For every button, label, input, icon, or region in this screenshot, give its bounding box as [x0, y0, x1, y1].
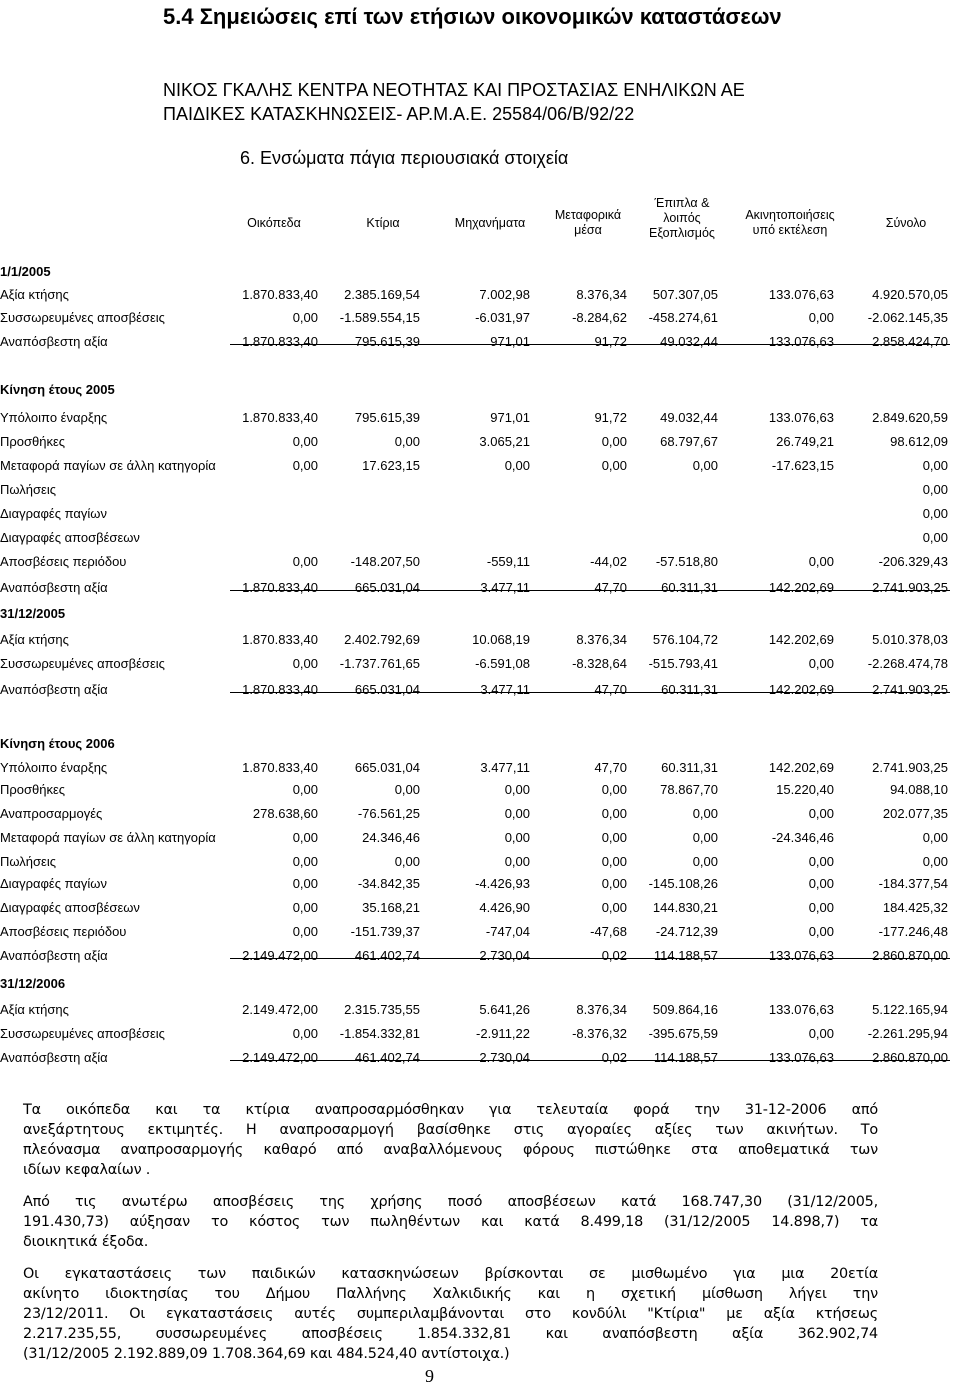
- table-cell: 68.797,67: [660, 434, 718, 449]
- table-cell: 0,00: [692, 458, 718, 473]
- table-cell: 0,00: [601, 876, 627, 891]
- table-cell: -145.108,26: [648, 876, 718, 891]
- table-cell: 26.749,21: [776, 434, 834, 449]
- table-row: [0, 264, 960, 284]
- table-row: [0, 876, 960, 896]
- table-cell: 0,00: [808, 876, 834, 891]
- table-cell: 278.638,60: [252, 806, 318, 821]
- table-cell: 0,00: [692, 830, 718, 845]
- table-cell: 795.615,39: [354, 410, 420, 425]
- table-cell: 114.188,57: [653, 1050, 718, 1065]
- table-cell: 509.864,16: [652, 1002, 718, 1017]
- table-cell: -458.274,61: [648, 310, 718, 325]
- company-header: [163, 78, 745, 126]
- table-cell: -1.854.332,81: [339, 1026, 420, 1041]
- table-cell: -177.246,48: [878, 924, 948, 939]
- table-cell: 2.730,04: [479, 1050, 530, 1065]
- table-cell: 2.315.735,55: [344, 1002, 420, 1017]
- column-header: Οικόπεδα: [247, 216, 301, 230]
- row-label: Συσσωρευμένες αποσβέσεις: [0, 1026, 165, 1041]
- table-cell: 4.426,90: [479, 900, 530, 915]
- row-label: Διαγραφές αποσβέσεων: [0, 900, 140, 915]
- table-row: [0, 310, 960, 330]
- table-cell: 0,00: [292, 458, 318, 473]
- table-cell: 1.870.833,40: [242, 287, 318, 302]
- row-label: Συσσωρευμένες αποσβέσεις: [0, 310, 165, 325]
- row-label: Μεταφορά παγίων σε άλλη κατηγορία: [0, 830, 216, 845]
- table-cell: 1.870.833,40: [242, 682, 318, 697]
- column-header: Σύνολο: [885, 216, 927, 230]
- table-row: [0, 806, 960, 826]
- note-title: 6. Ενσώματα πάγια περιουσιακά στοιχεία: [240, 148, 569, 168]
- row-label: Αναπροσαρμογές: [0, 806, 103, 821]
- table-cell: 8.376,34: [576, 287, 627, 302]
- table-cell: -6.591,08: [475, 656, 530, 671]
- table-cell: 0,02: [601, 948, 627, 963]
- total-rule: [230, 344, 950, 345]
- table-cell: 0,00: [292, 1026, 318, 1041]
- row-label: Αναπόσβεστη αξία: [0, 580, 108, 595]
- table-cell: 2.860.870,00: [872, 948, 948, 963]
- table-row: [0, 382, 960, 402]
- table-cell: 0,00: [601, 434, 627, 449]
- table-cell: 0,02: [601, 1050, 627, 1065]
- table-cell: 5.010.378,03: [872, 632, 948, 647]
- column-header: Ακινητοποιήσεις υπό εκτέλεση: [745, 208, 835, 237]
- table-row: [0, 554, 960, 574]
- table-cell: 2.402.792,69: [344, 632, 420, 647]
- table-cell: 0,00: [394, 434, 420, 449]
- table-cell: 795.615,39: [354, 334, 420, 349]
- table-cell: 0,00: [504, 782, 530, 797]
- table-cell: 0,00: [601, 854, 627, 869]
- table-cell: 0,00: [922, 854, 948, 869]
- table-cell: 4.920.570,05: [872, 287, 948, 302]
- table-cell: 0,00: [692, 806, 718, 821]
- table-cell: 0,00: [808, 854, 834, 869]
- table-cell: -4.426,93: [475, 876, 530, 891]
- table-cell: 0,00: [292, 310, 318, 325]
- row-label: Συσσωρευμένες αποσβέσεις: [0, 656, 165, 671]
- total-rule: [230, 692, 950, 693]
- row-label: Προσθήκες: [0, 434, 66, 449]
- table-cell: 8.376,34: [576, 632, 627, 647]
- table-cell: 0,00: [292, 854, 318, 869]
- table-cell: 461.402,74: [354, 1050, 420, 1065]
- table-cell: 133.076,63: [768, 948, 834, 963]
- table-cell: 0,00: [292, 554, 318, 569]
- table-cell: 2.149.472,00: [242, 1050, 318, 1065]
- table-cell: 5.641,26: [479, 1002, 530, 1017]
- table-cell: 47,70: [594, 682, 627, 697]
- table-cell: 35.168,21: [362, 900, 420, 915]
- table-cell: -8.284,62: [572, 310, 627, 325]
- table-cell: 0,00: [601, 900, 627, 915]
- table-row: [0, 736, 960, 756]
- table-cell: 47,70: [594, 580, 627, 595]
- row-label: Υπόλοιπο έναρξης: [0, 760, 108, 775]
- table-cell: 0,00: [504, 830, 530, 845]
- table-cell: 5.122.165,94: [872, 1002, 948, 1017]
- table-row: [0, 830, 960, 850]
- table-cell: 0,00: [504, 854, 530, 869]
- row-label: Διαγραφές αποσβέσεων: [0, 530, 140, 545]
- table-cell: 1.870.833,40: [242, 580, 318, 595]
- table-cell: 133.076,63: [768, 334, 834, 349]
- table-cell: -2.268.474,78: [867, 656, 948, 671]
- table-cell: 202.077,35: [882, 806, 948, 821]
- company-name: ΝΙΚΟΣ ΓΚΑΛΗΣ ΚΕΝΤΡΑ ΝΕΟΤΗΤΑΣ ΚΑΙ ΠΡΟΣΤΑΣΙΑΣ ΕΝΗΛΙΚΩΝ ΑΕ: [163, 80, 745, 100]
- table-cell: 0,00: [292, 434, 318, 449]
- table-cell: 971,01: [490, 410, 530, 425]
- table-cell: 0,00: [292, 656, 318, 671]
- table-cell: 3.065,21: [479, 434, 530, 449]
- table-cell: 142.202,69: [768, 632, 834, 647]
- table-row: [0, 1026, 960, 1046]
- table-cell: -6.031,97: [475, 310, 530, 325]
- table-cell: 91,72: [594, 334, 627, 349]
- row-label: Αποσβέσεις περιόδου: [0, 554, 127, 569]
- table-cell: 1.870.833,40: [242, 632, 318, 647]
- table-cell: 0,00: [601, 806, 627, 821]
- table-cell: 2.149.472,00: [242, 948, 318, 963]
- table-cell: -44,02: [590, 554, 627, 569]
- table-cell: 8.376,34: [576, 1002, 627, 1017]
- table-cell: 1.870.833,40: [242, 760, 318, 775]
- table-row: [0, 854, 960, 874]
- total-rule: [230, 1060, 950, 1061]
- table-cell: -395.675,59: [648, 1026, 718, 1041]
- row-label: Αξία κτήσης: [0, 1002, 69, 1017]
- table-cell: 78.867,70: [660, 782, 718, 797]
- table-cell: 17.623,15: [362, 458, 420, 473]
- table-cell: 2.149.472,00: [242, 1002, 318, 1017]
- table-cell: -747,04: [485, 924, 530, 939]
- table-cell: 144.830,21: [652, 900, 718, 915]
- table-cell: 133.076,63: [768, 287, 834, 302]
- row-label: Κίνηση έτους 2006: [0, 736, 115, 751]
- table-cell: 2.741.903,25: [872, 682, 948, 697]
- table-cell: 2.858.424,70: [872, 334, 948, 349]
- table-cell: 98.612,09: [890, 434, 948, 449]
- table-cell: 142.202,69: [768, 682, 834, 697]
- column-header: Μεταφορικά μέσα: [554, 208, 622, 237]
- table-row: [0, 287, 960, 307]
- table-row: [0, 924, 960, 944]
- table-cell: 665.031,04: [354, 580, 420, 595]
- table-cell: -184.377,54: [878, 876, 948, 891]
- total-rule: [230, 958, 950, 959]
- table-cell: 0,00: [504, 806, 530, 821]
- table-cell: 60.311,31: [661, 682, 718, 697]
- company-registration: ΠΑΙΔΙΚΕΣ ΚΑΤΑΣΚΗΝΩΣΕΙΣ- ΑΡ.Μ.Α.Ε. 25584/06/Β/92/22: [163, 104, 635, 124]
- table-cell: -2.911,22: [476, 1026, 530, 1041]
- table-cell: 0,00: [504, 458, 530, 473]
- table-cell: -1.589.554,15: [339, 310, 420, 325]
- table-row: [0, 482, 960, 502]
- row-label: Αναπόσβεστη αξία: [0, 1050, 108, 1065]
- table-cell: 2.849.620,59: [872, 410, 948, 425]
- row-label: 31/12/2006: [0, 976, 66, 991]
- table-cell: 0,00: [808, 806, 834, 821]
- table-cell: 2.385.169,54: [344, 287, 420, 302]
- table-cell: 0,00: [292, 900, 318, 915]
- note-paragraph: Οι εγκαταστάσεις των παιδικών κατασκηνώσεων βρίσκονται σε μισθωμένο για μια 20ετία ακίνητο ιδιοκτησίας του Δήμου Παλλήνης Χαλκιδικής και η σχετική μίσθωση λήγει την 23/12/2011. Οι εγκαταστάσεις αυτές συμπεριλαμβάνονται στο κονδύλι "Κτίρια" με αξία κτήσεως 2.217.235,55, συσσωρευμένες αποσβέσεις 1.854.332,81 και αναπόσβεστη αξία 362.902,74 (31/12/2005 2.192.889,09 1.708.364,69 και 484.524,40 αντίστοιχα.): [23, 1266, 878, 1362]
- table-row: [0, 506, 960, 526]
- row-label: Αναπόσβεστη αξία: [0, 948, 108, 963]
- table-cell: 60.311,31: [661, 580, 718, 595]
- table-cell: -24.346,46: [771, 830, 834, 845]
- table-cell: -8.376,32: [572, 1026, 627, 1041]
- table-cell: -24.712,39: [655, 924, 718, 939]
- table-cell: 0,00: [922, 830, 948, 845]
- table-cell: 114.188,57: [653, 948, 718, 963]
- table-cell: -515.793,41: [648, 656, 718, 671]
- table-cell: 0,00: [922, 506, 948, 521]
- table-cell: -8.328,64: [572, 656, 627, 671]
- table-row: [0, 632, 960, 652]
- note-paragraph: Από τις ανωτέρω αποσβέσεις της χρήσης ποσό αποσβέσεων κατά 168.747,30 (31/12/2005, 191.430,73) αύξησαν το κόστος των πωληθέντων και κατά 8.499,18 (31/12/2005 14.898,7) τα διοικητικά έξοδα.: [23, 1194, 878, 1250]
- table-cell: 49.032,44: [660, 334, 718, 349]
- table-cell: 3.477,11: [480, 760, 530, 775]
- table-cell: 0,00: [601, 830, 627, 845]
- column-header: Μηχανήματα: [454, 216, 526, 230]
- table-cell: 507.307,05: [652, 287, 718, 302]
- row-label: Προσθήκες: [0, 782, 66, 797]
- note-paragraph: Τα οικόπεδα και τα κτίρια αναπροσαρμόσθηκαν για τελευταία φορά την 31-12-2006 από ανεξάρτητους εκτιμητές. Η αναπροσαρμογή βασίσθηκε στις αγοραίες αξίες των ακινήτων. Το πλεόνασμα αναπροσαρμογής καθαρό από αναβαλλόμενους φόρους πιστώθηκε στα αποθεματικά των ιδίων κεφαλαίων .: [23, 1102, 878, 1178]
- row-label: Αποσβέσεις περιόδου: [0, 924, 127, 939]
- table-cell: 133.076,63: [768, 1002, 834, 1017]
- table-cell: 2.741.903,25: [872, 580, 948, 595]
- table-cell: 0,00: [808, 310, 834, 325]
- table-cell: 49.032,44: [660, 410, 718, 425]
- table-cell: 0,00: [922, 482, 948, 497]
- table-cell: -34.842,35: [357, 876, 420, 891]
- table-cell: 665.031,04: [354, 760, 420, 775]
- row-label: Αξία κτήσης: [0, 287, 69, 302]
- table-cell: 0,00: [601, 782, 627, 797]
- table-cell: 0,00: [808, 900, 834, 915]
- table-row: [0, 760, 960, 780]
- table-cell: 10.068,19: [472, 632, 530, 647]
- table-row: [0, 1002, 960, 1022]
- table-cell: 0,00: [808, 554, 834, 569]
- row-label: 1/1/2005: [0, 264, 51, 279]
- table-row: [0, 458, 960, 478]
- table-cell: 1.870.833,40: [242, 410, 318, 425]
- table-cell: 0,00: [394, 854, 420, 869]
- table-cell: -2.261.295,94: [867, 1026, 948, 1041]
- table-cell: 142.202,69: [768, 760, 834, 775]
- table-cell: 0,00: [601, 458, 627, 473]
- table-cell: 91,72: [594, 410, 627, 425]
- table-cell: 142.202,69: [768, 580, 834, 595]
- table-cell: 3.477,11: [480, 580, 530, 595]
- table-cell: 971,01: [490, 334, 530, 349]
- table-cell: 461.402,74: [354, 948, 420, 963]
- table-cell: -1.737.761,65: [339, 656, 420, 671]
- row-label: Αξία κτήσης: [0, 632, 69, 647]
- table-cell: 2.730,04: [479, 948, 530, 963]
- table-cell: -2.062.145,35: [867, 310, 948, 325]
- table-row: [0, 606, 960, 626]
- table-row: [0, 410, 960, 430]
- table-cell: 0,00: [292, 924, 318, 939]
- row-label: Αναπόσβεστη αξία: [0, 334, 108, 349]
- table-cell: 184.425,32: [882, 900, 948, 915]
- table-cell: 576.104,72: [652, 632, 718, 647]
- table-cell: 0,00: [808, 1026, 834, 1041]
- table-cell: 1.870.833,40: [242, 334, 318, 349]
- table-cell: 60.311,31: [661, 760, 718, 775]
- table-row: [0, 530, 960, 550]
- table-cell: -57.518,80: [655, 554, 718, 569]
- table-cell: 3.477,11: [480, 682, 530, 697]
- table-cell: 0,00: [922, 530, 948, 545]
- table-cell: 0,00: [922, 458, 948, 473]
- table-cell: 0,00: [292, 876, 318, 891]
- column-header: Έπιπλα & λοιπός Εξοπλισμός: [649, 196, 715, 240]
- table-cell: 0,00: [808, 656, 834, 671]
- table-cell: 94.088,10: [890, 782, 948, 797]
- row-label: Διαγραφές παγίων: [0, 876, 107, 891]
- table-cell: -148.207,50: [350, 554, 420, 569]
- row-label: Μεταφορά παγίων σε άλλη κατηγορία: [0, 458, 216, 473]
- table-cell: -76.561,25: [357, 806, 420, 821]
- row-label: Αναπόσβεστη αξία: [0, 682, 108, 697]
- row-label: Υπόλοιπο έναρξης: [0, 410, 108, 425]
- table-row: [0, 976, 960, 996]
- table-row: [0, 656, 960, 676]
- table-cell: 0,00: [808, 924, 834, 939]
- table-cell: 2.860.870,00: [872, 1050, 948, 1065]
- table-cell: 7.002,98: [479, 287, 530, 302]
- section-title: 5.4 Σημειώσεις επί των ετήσιων οικονομικών καταστάσεων: [163, 4, 782, 29]
- table-cell: 0,00: [692, 854, 718, 869]
- row-label: 31/12/2005: [0, 606, 66, 621]
- row-label: Πωλήσεις: [0, 482, 56, 497]
- table-cell: 0,00: [292, 782, 318, 797]
- table-cell: 133.076,63: [768, 1050, 834, 1065]
- table-row: [0, 782, 960, 802]
- table-cell: 2.741.903,25: [872, 760, 948, 775]
- column-header: Κτίρια: [366, 216, 400, 230]
- table-cell: -47,68: [590, 924, 627, 939]
- table-cell: 15.220,40: [776, 782, 834, 797]
- row-label: Κίνηση έτους 2005: [0, 382, 115, 397]
- table-row: [0, 434, 960, 454]
- table-cell: -206.329,43: [878, 554, 948, 569]
- table-cell: 24.346,46: [362, 830, 420, 845]
- table-cell: 133.076,63: [768, 410, 834, 425]
- table-cell: -559,11: [486, 554, 530, 569]
- table-cell: 0,00: [292, 830, 318, 845]
- table-cell: 665.031,04: [354, 682, 420, 697]
- table-row: [0, 900, 960, 920]
- row-label: Πωλήσεις: [0, 854, 56, 869]
- table-cell: -17.623,15: [771, 458, 834, 473]
- page-number: 9: [425, 1366, 434, 1386]
- row-label: Διαγραφές παγίων: [0, 506, 107, 521]
- table-cell: -151.739,37: [350, 924, 420, 939]
- table-cell: 0,00: [394, 782, 420, 797]
- total-rule: [230, 590, 950, 591]
- table-cell: 47,70: [594, 760, 627, 775]
